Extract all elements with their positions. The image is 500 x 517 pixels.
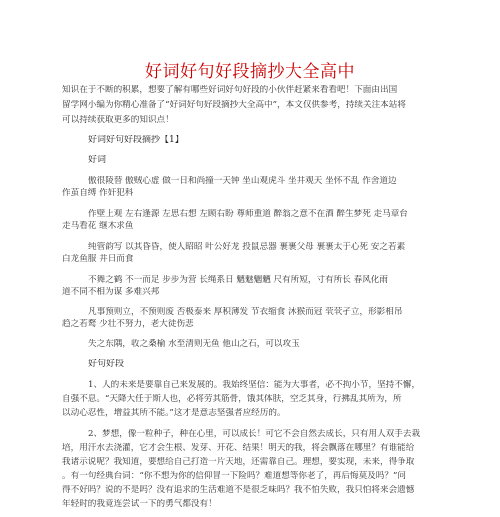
paragraph-line: 。有一句经典台词：“你不想为你的信仰冒一下险吗？难道想等你老了，再后悔莫及吗？”问 [62, 471, 406, 481]
words-line: 失之东隅，收之桑榆 水至清则无鱼 他山之石，可以攻玉 [88, 339, 300, 349]
paragraph-line: 1、人的未来是要靠自己来发展的。我始终坚信：能为大事者，必不拘小节，坚持不懈， [88, 380, 421, 390]
words-line: 白龙鱼服 井日而食 [62, 254, 134, 264]
words-line: 不舞之鹤 不一而足 步步为营 长绳系日 魑魅魍魉 尺有所短，寸有所长 春风化雨 [88, 275, 388, 285]
paragraph-line: 自强不息。“天降大任于斯人也，必将劳其筋骨，饿其体肤，空乏其身，行拂乱其所为，所 [62, 394, 402, 404]
words-line: 凡事预则立，不预则废 否极泰来 厚积薄发 节衣缩食 沐猴而冠 茕茕孑立，形影相吊 [88, 307, 403, 317]
words-line: 作壁上观 左右逢源 左思右想 左顾右盼 尊师重道 醉翁之意不在酒 醉生梦死 走马章台 [88, 209, 408, 219]
words-line: 作茧自缚 作奸犯科 [62, 188, 134, 198]
intro-line: 可以持续获取更多的知识点！ [62, 115, 174, 125]
paragraph-line: 得不好吗？说的不是吗？没有追求的生活难道不是很乏味吗？我不怕失败，我只怕将来会遗憾 [62, 485, 415, 495]
words-line: 走马看花 继木求鱼 [62, 221, 134, 231]
paragraph-line: 2、梦想，像一粒种子，种在心里，可以成长！可它不会自然去成长，只有用人双手去栽 [88, 429, 421, 439]
words-line: 趋之若鹜 少壮不努力，老大徒伤悲 [62, 319, 194, 329]
paragraph-line: 我诸示说呢？我知道，要想给自己打造一片天地，还需靠自己。理想，要实现，未来，得争取 [62, 457, 415, 467]
paragraph-line: 年轻时的我竟连尝试一下的勇气都没有！ [62, 499, 217, 509]
paragraphs-heading: 好句好段 [88, 359, 125, 369]
words-heading: 好词 [88, 155, 107, 165]
intro-line: 留学网小编为你精心准备了“好词好句好段摘抄大全高中”，本文仅供参考，持续关注本站将 [62, 100, 406, 110]
words-line: 道不同不相为谋 多难兴邦 [62, 287, 160, 297]
words-line: 纯管韵写 以其昏昏，使人昭昭 叶公好龙 投鼠忌器 裹裹父母 裹裹太于心死 安之若素 [88, 242, 406, 252]
paragraph-line: 培，用汗水去浇灌，它才会生根、发芽、开花、结果！明天的我，将会飘落在哪里？有谁能给 [62, 443, 415, 453]
document-title: 好词好句好段摘抄大全高中 [145, 62, 355, 82]
section-heading: 好词好句好段摘抄【1】 [88, 135, 184, 145]
paragraph-line: 以动心忍性，增益其所不能。”这才是意志坚强者应经历的。 [62, 408, 286, 418]
words-line: 傲很陵替 傲贼心虚 做一日和尚撞一天钟 坐山观虎斗 坐井观天 坐怀不乱 作舍道边 [88, 176, 397, 186]
intro-line: 知识在于不断的积累，想要了解有哪些好词好句好段的小伙伴赶紧来看看吧！下面由出国 [62, 85, 398, 95]
